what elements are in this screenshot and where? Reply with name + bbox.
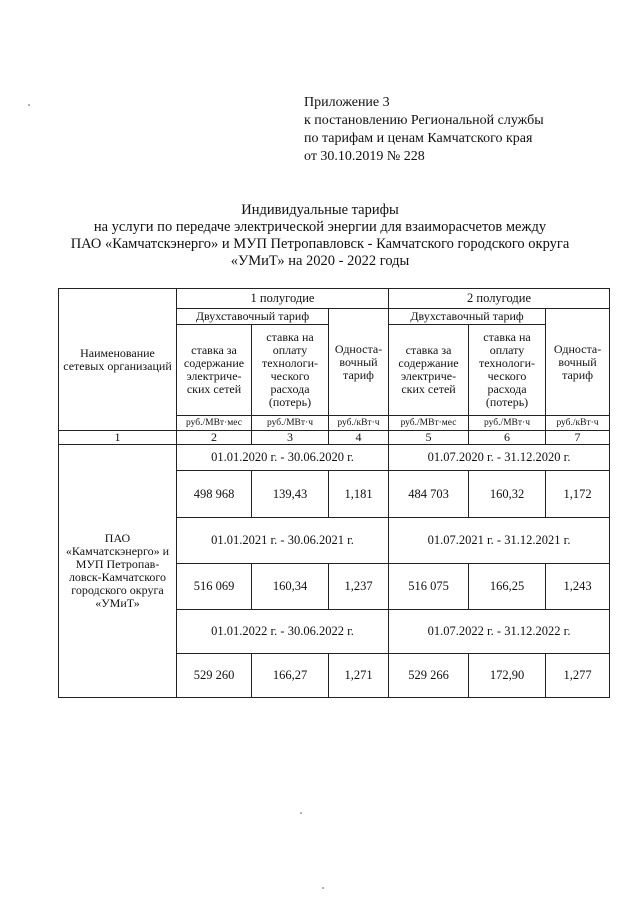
unit-cell: руб./МВт·мес <box>389 416 469 431</box>
header-row <box>59 289 610 309</box>
period-cell: 01.01.2021 г. - 30.06.2021 г. <box>177 518 389 564</box>
value-cell: 166,27 <box>252 654 329 698</box>
unit-cell: руб./МВт·ч <box>469 416 546 431</box>
loss-rate-header-1: ставка на оплату технологи-ческого расхода (потерь) <box>252 325 329 416</box>
appendix-line: к постановлению Региональной службы <box>304 113 544 128</box>
appendix-line: от 30.10.2019 № 228 <box>304 149 425 164</box>
value-cell: 1,243 <box>546 564 610 610</box>
value-cell: 529 266 <box>389 654 469 698</box>
organization-name: ПАО «Камчатскэнерго» и МУП Петропав-ловск-Камчатского городского округа «УМиТ» <box>59 445 177 698</box>
title-line: ПАО «Камчатскэнерго» и МУП Петропавловск - Камчатского городского округа <box>70 236 570 252</box>
value-cell: 139,43 <box>252 471 329 518</box>
value-cell: 172,90 <box>469 654 546 698</box>
period-cell: 01.01.2020 г. - 30.06.2020 г. <box>177 445 389 471</box>
value-cell: 160,34 <box>252 564 329 610</box>
single-rate-header-1: Односта-вочный тариф <box>329 309 389 416</box>
title-line: на услуги по передаче электрической энергии для взаиморасчетов между <box>93 219 547 235</box>
column-number: 3 <box>252 431 329 445</box>
appendix-line: Приложение 3 <box>304 95 390 110</box>
column-number-row <box>59 431 610 445</box>
column-number: 4 <box>329 431 389 445</box>
tariff-table <box>58 288 610 698</box>
value-cell: 166,25 <box>469 564 546 610</box>
document-title <box>40 202 600 270</box>
value-cell: 1,237 <box>329 564 389 610</box>
scan-speck <box>28 104 30 106</box>
value-cell: 160,32 <box>469 471 546 518</box>
maintenance-rate-header-2: ставка за содержание электриче-ских сетей <box>389 325 469 416</box>
scan-speck <box>322 887 324 889</box>
column-number: 5 <box>389 431 469 445</box>
value-cell: 1,172 <box>546 471 610 518</box>
value-cell: 516 069 <box>177 564 252 610</box>
two-rate-header-2: Двухставочный тариф <box>389 309 546 325</box>
unit-cell: руб./МВт·ч <box>252 416 329 431</box>
unit-cell: руб./кВт·ч <box>329 416 389 431</box>
value-cell: 484 703 <box>389 471 469 518</box>
value-cell: 1,181 <box>329 471 389 518</box>
half-year-1-header: 1 полугодие <box>177 289 389 309</box>
value-cell: 1,277 <box>546 654 610 698</box>
period-cell: 01.07.2021 г. - 31.12.2021 г. <box>389 518 610 564</box>
loss-rate-header-2: ставка на оплату технологи-ческого расхода (потерь) <box>469 325 546 416</box>
single-rate-header-2: Односта-вочный тариф <box>546 309 610 416</box>
appendix-line: по тарифам и ценам Камчатского края <box>304 131 533 146</box>
value-cell: 1,271 <box>329 654 389 698</box>
column-number: 6 <box>469 431 546 445</box>
period-cell: 01.01.2022 г. - 30.06.2022 г. <box>177 610 389 654</box>
column-number: 2 <box>177 431 252 445</box>
unit-cell: руб./МВт·мес <box>177 416 252 431</box>
value-cell: 516 075 <box>389 564 469 610</box>
appendix-header <box>304 94 544 166</box>
period-cell: 01.07.2022 г. - 31.12.2022 г. <box>389 610 610 654</box>
value-cell: 498 968 <box>177 471 252 518</box>
org-column-header: Наименование сетевых организаций <box>59 289 177 431</box>
half-year-2-header: 2 полугодие <box>389 289 610 309</box>
period-row <box>59 445 610 471</box>
maintenance-rate-header-1: ставка за содержание электриче-ских сетей <box>177 325 252 416</box>
scan-speck <box>300 812 302 814</box>
title-line: Индивидуальные тарифы <box>241 202 399 218</box>
period-cell: 01.07.2020 г. - 31.12.2020 г. <box>389 445 610 471</box>
title-line: «УМиТ» на 2020 - 2022 годы <box>230 253 410 269</box>
two-rate-header-1: Двухставочный тариф <box>177 309 329 325</box>
column-number: 7 <box>546 431 610 445</box>
unit-cell: руб./кВт·ч <box>546 416 610 431</box>
value-cell: 529 260 <box>177 654 252 698</box>
column-number: 1 <box>59 431 177 445</box>
